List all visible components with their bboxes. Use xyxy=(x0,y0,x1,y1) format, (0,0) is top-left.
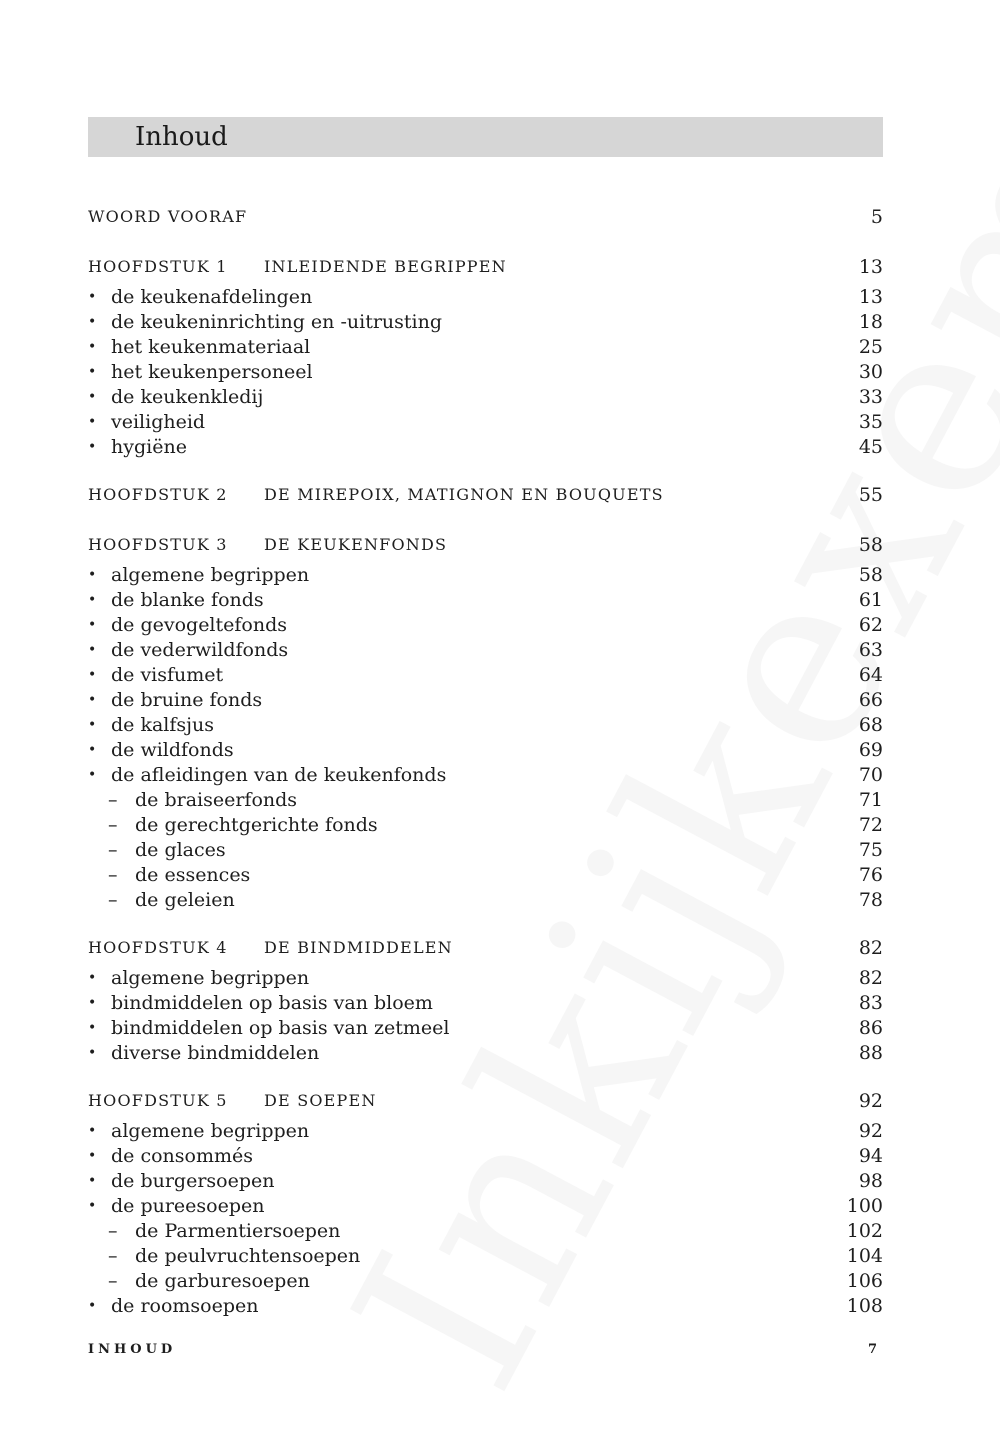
toc-item[interactable] xyxy=(88,285,883,310)
toc-item-label: de keukeninrichting en -uitrusting xyxy=(111,311,443,333)
toc-item-label: diverse bindmiddelen xyxy=(111,1042,320,1064)
toc-page-number: 68 xyxy=(858,714,883,736)
toc-subitem-label: de braiseerfonds xyxy=(135,789,298,811)
toc-page-number: 104 xyxy=(846,1245,883,1267)
toc-subitem[interactable] xyxy=(88,1219,883,1244)
chapter-title: DE KEUKENFONDS xyxy=(264,535,448,554)
toc-page-number: 98 xyxy=(858,1170,883,1192)
toc-page-number: 106 xyxy=(846,1270,883,1292)
toc-item-label: de kalfsjus xyxy=(111,714,215,736)
toc-item-label: de keukenafdelingen xyxy=(111,286,313,308)
bullet-icon: • xyxy=(88,717,97,733)
toc-chapter-2[interactable] xyxy=(88,480,883,510)
chapter-number: HOOFDSTUK 4 xyxy=(88,938,228,957)
toc-page-number: 92 xyxy=(858,1090,883,1112)
toc-page-number: 82 xyxy=(858,967,883,989)
toc-page-number: 108 xyxy=(846,1295,883,1317)
dash-icon: – xyxy=(108,1270,118,1292)
toc-chapter-4[interactable] xyxy=(88,933,883,963)
toc-item-label: bindmiddelen op basis van zetmeel xyxy=(111,1017,450,1039)
bullet-icon: • xyxy=(88,1198,97,1214)
toc-item[interactable] xyxy=(88,1041,883,1066)
chapter-number: HOOFDSTUK 1 xyxy=(88,257,228,276)
bullet-icon: • xyxy=(88,742,97,758)
toc-item[interactable] xyxy=(88,738,883,763)
toc-item[interactable] xyxy=(88,385,883,410)
bullet-icon: • xyxy=(88,1045,97,1061)
toc-page-number: 86 xyxy=(858,1017,883,1039)
bullet-icon: • xyxy=(88,339,97,355)
toc-item[interactable] xyxy=(88,563,883,588)
bullet-icon: • xyxy=(88,1148,97,1164)
toc-chapter-1[interactable] xyxy=(88,252,883,282)
toc-page-number: 92 xyxy=(858,1120,883,1142)
toc-item-label: de consommés xyxy=(111,1145,253,1167)
bullet-icon: • xyxy=(88,642,97,658)
toc-item-label: de afleidingen van de keukenfonds xyxy=(111,764,447,786)
bullet-icon: • xyxy=(88,1020,97,1036)
bullet-icon: • xyxy=(88,289,97,305)
dash-icon: – xyxy=(108,1245,118,1267)
toc-subitem-label: de essences xyxy=(135,864,251,886)
toc-page-number: 5 xyxy=(870,206,883,228)
toc-chapter-3[interactable] xyxy=(88,530,883,560)
page-title: Inhoud xyxy=(135,122,228,152)
toc-item-label: de gevogeltefonds xyxy=(111,614,288,636)
toc-page-number: 45 xyxy=(858,436,883,458)
toc-item[interactable] xyxy=(88,638,883,663)
toc-item-label: de pureesoepen xyxy=(111,1195,265,1217)
toc-subitem[interactable] xyxy=(88,788,883,813)
toc-item[interactable] xyxy=(88,1169,883,1194)
dash-icon: – xyxy=(108,839,118,861)
toc-page-number: 69 xyxy=(858,739,883,761)
toc-page-number: 94 xyxy=(858,1145,883,1167)
toc-page-number: 82 xyxy=(858,937,883,959)
toc-page-number: 102 xyxy=(846,1220,883,1242)
chapter-title: DE MIREPOIX, MATIGNON EN BOUQUETS xyxy=(264,485,664,504)
toc-item-label: algemene begrippen xyxy=(111,967,310,989)
title-bar xyxy=(88,117,883,157)
toc-page-number: 35 xyxy=(858,411,883,433)
toc-item-label: de burgersoepen xyxy=(111,1170,275,1192)
toc-item-label: het keukenmateriaal xyxy=(111,336,311,358)
toc-item[interactable] xyxy=(88,588,883,613)
toc-page-number: 75 xyxy=(858,839,883,861)
toc-page-number: 76 xyxy=(858,864,883,886)
chapter-number: HOOFDSTUK 3 xyxy=(88,535,228,554)
toc-page-number: 88 xyxy=(858,1042,883,1064)
toc-page-number: 63 xyxy=(858,639,883,661)
toc-subitem-label: de glaces xyxy=(135,839,226,861)
toc-page-number: 18 xyxy=(858,311,883,333)
toc-item[interactable] xyxy=(88,1194,883,1219)
toc-page-number: 66 xyxy=(858,689,883,711)
bullet-icon: • xyxy=(88,767,97,783)
bullet-icon: • xyxy=(88,667,97,683)
toc-item-label: de visfumet xyxy=(111,664,224,686)
bullet-icon: • xyxy=(88,364,97,380)
toc-item-label: veiligheid xyxy=(111,411,206,433)
toc-item-label: de vederwildfonds xyxy=(111,639,289,661)
chapter-number: HOOFDSTUK 5 xyxy=(88,1091,228,1110)
toc-item[interactable] xyxy=(88,763,883,788)
dash-icon: – xyxy=(108,1220,118,1242)
toc-page-number: 13 xyxy=(858,256,883,278)
toc-page-number: 83 xyxy=(858,992,883,1014)
bullet-icon: • xyxy=(88,439,97,455)
toc-item[interactable] xyxy=(88,1119,883,1144)
bullet-icon: • xyxy=(88,389,97,405)
toc-chapter-5[interactable] xyxy=(88,1086,883,1116)
toc-page-number: 64 xyxy=(858,664,883,686)
toc-page-number: 62 xyxy=(858,614,883,636)
bullet-icon: • xyxy=(88,995,97,1011)
chapter-title: DE SOEPEN xyxy=(264,1091,377,1110)
toc-item[interactable] xyxy=(88,1144,883,1169)
toc-page-number: 100 xyxy=(846,1195,883,1217)
toc-subitem-label: de garburesoepen xyxy=(135,1270,310,1292)
toc-page-number: 33 xyxy=(858,386,883,408)
toc-item-label: de keukenkledij xyxy=(111,386,264,408)
toc-subitem[interactable] xyxy=(88,1269,883,1294)
bullet-icon: • xyxy=(88,314,97,330)
toc-item-label: de bruine fonds xyxy=(111,689,263,711)
toc-item[interactable] xyxy=(88,435,883,460)
toc-item-label: het keukenpersoneel xyxy=(111,361,313,383)
bullet-icon: • xyxy=(88,692,97,708)
bullet-icon: • xyxy=(88,1298,97,1314)
toc-page-number: 70 xyxy=(858,764,883,786)
toc-subitem[interactable] xyxy=(88,888,883,913)
toc-page-number: 55 xyxy=(858,484,883,506)
toc-item[interactable] xyxy=(88,663,883,688)
chapter-title: INLEIDENDE BEGRIPPEN xyxy=(264,257,507,276)
table-of-contents xyxy=(88,202,883,1319)
toc-foreword[interactable] xyxy=(88,202,883,232)
bullet-icon: • xyxy=(88,592,97,608)
toc-page-number: 72 xyxy=(858,814,883,836)
bullet-icon: • xyxy=(88,414,97,430)
toc-subitem-label: de Parmentiersoepen xyxy=(135,1220,341,1242)
toc-page-number: 78 xyxy=(858,889,883,911)
toc-subitem-label: de gerechtgerichte fonds xyxy=(135,814,378,836)
toc-page-number: 58 xyxy=(858,564,883,586)
toc-page-number: 25 xyxy=(858,336,883,358)
toc-subitem[interactable] xyxy=(88,1244,883,1269)
toc-subitem[interactable] xyxy=(88,838,883,863)
toc-item-label: hygiëne xyxy=(111,436,187,458)
toc-item[interactable] xyxy=(88,966,883,991)
toc-item-label: de wildfonds xyxy=(111,739,234,761)
toc-item[interactable] xyxy=(88,991,883,1016)
toc-item[interactable] xyxy=(88,613,883,638)
toc-item-label: de blanke fonds xyxy=(111,589,264,611)
toc-subitem-label: de peulvruchtensoepen xyxy=(135,1245,361,1267)
toc-item[interactable] xyxy=(88,335,883,360)
bullet-icon: • xyxy=(88,970,97,986)
dash-icon: – xyxy=(108,889,118,911)
toc-page-number: 58 xyxy=(858,534,883,556)
toc-item[interactable] xyxy=(88,1294,883,1319)
toc-item[interactable] xyxy=(88,410,883,435)
toc-page-number: 71 xyxy=(858,789,883,811)
toc-item[interactable] xyxy=(88,360,883,385)
toc-item[interactable] xyxy=(88,310,883,335)
bullet-icon: • xyxy=(88,1173,97,1189)
dash-icon: – xyxy=(108,864,118,886)
toc-subitem[interactable] xyxy=(88,863,883,888)
chapter-number: HOOFDSTUK 2 xyxy=(88,485,228,504)
toc-subitem[interactable] xyxy=(88,813,883,838)
toc-page-number: 30 xyxy=(858,361,883,383)
bullet-icon: • xyxy=(88,617,97,633)
page-footer xyxy=(88,1340,883,1360)
toc-page-number: 61 xyxy=(858,589,883,611)
toc-foreword-label: WOORD VOORAF xyxy=(88,207,248,226)
dash-icon: – xyxy=(108,814,118,836)
toc-page-number: 13 xyxy=(858,286,883,308)
toc-item-label: algemene begrippen xyxy=(111,564,310,586)
bullet-icon: • xyxy=(88,567,97,583)
toc-item[interactable] xyxy=(88,1016,883,1041)
toc-item-label: de roomsoepen xyxy=(111,1295,259,1317)
toc-item-label: algemene begrippen xyxy=(111,1120,310,1142)
toc-item[interactable] xyxy=(88,713,883,738)
toc-subitem-label: de geleien xyxy=(135,889,235,911)
footer-label: INHOUD xyxy=(88,1342,177,1357)
bullet-icon: • xyxy=(88,1123,97,1139)
chapter-title: DE BINDMIDDELEN xyxy=(264,938,453,957)
toc-item-label: bindmiddelen op basis van bloem xyxy=(111,992,433,1014)
dash-icon: – xyxy=(108,789,118,811)
footer-page-number: 7 xyxy=(867,1342,877,1357)
toc-item[interactable] xyxy=(88,688,883,713)
